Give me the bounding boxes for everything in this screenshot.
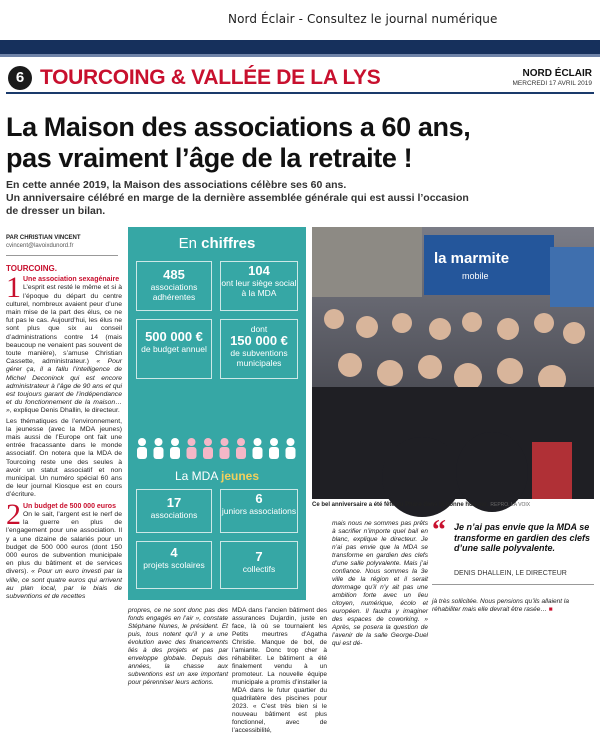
stat-number: 104 [248,263,270,278]
stat-label: projets scolaires [143,560,205,570]
stat-prefix: dont [250,324,268,334]
person-icon [154,438,164,459]
photo-caption [312,502,594,508]
section-2 [6,497,122,601]
event-photo[interactable] [312,227,594,499]
lede-line-2: Un anniversaire célébré en marge de la dernière assemblée générale qui est aussi l’occasion [6,192,469,204]
stat-number: 17 [166,495,182,510]
crowd-photo-illustration [312,227,594,499]
dateline-city: TOURCOING. [6,264,57,273]
person-icon [253,438,263,459]
person-icon-highlighted [236,438,246,459]
people-icons [134,437,300,459]
paragraph-3: On le sait, l’argent est le nerf de la guerre en plus de l’engagement pour une association. Il y a une dizaine de salariés pour un budget de 500 000 euros (dont 150 000 euros de subvention municipale en plus du bâtiment et de services divers). [6,510,122,576]
photo-credit: REPRO. LA VOIX [490,502,531,508]
column-5-body: jà très sollicitée. Nous pensions qu’ils allaient la réhabiliter mais elle devrait être rasée… [432,598,569,613]
headline-line-2: pas vraiment l’âge de la retraite ! [6,143,413,173]
jeunes-card-associations [136,489,212,533]
section-number-1: 1 [6,271,21,305]
section-title: TOURCOING & VALLÉE DE LA LYS [40,66,381,89]
stat-number: 4 [170,545,178,560]
lede-line-3: de dresser un bilan. [6,205,106,217]
stat-card-siege [220,261,298,311]
pull-quote-divider [432,584,594,585]
stat-label: associations [150,510,198,520]
article-column-1 [6,265,122,603]
page-number-badge: 6 [8,66,32,90]
person-icon-highlighted [220,438,230,459]
stat-number: 485 [163,267,185,282]
person-icon-highlighted [187,438,197,459]
newspaper-page [6,62,594,734]
jeunes-card-collectifs [220,541,298,589]
article-lede [6,179,486,218]
person-icon [286,438,296,459]
stat-number: 6 [255,491,263,506]
stat-label: de budget annuel [141,344,207,354]
column-2-text: propres, ce ne sont donc pas des fonds engagés en l’air », constate Stéphane Nunes, le président. Et puis, tous notent qu’il y a une évolution avec des financements liés à des projets et pas par enveloppe globale. Depuis des années, la chasse aux subventions est un axe important pour pérenniser leurs actions. [128,607,228,686]
jeunes-card-projets [136,541,212,589]
infobox-title [128,235,306,252]
intertitle-2: Un budget de 500 000 euros [23,502,116,510]
stat-number: 500 000 € [145,329,203,344]
infobox-title-bold: chiffres [201,235,256,252]
intertitle-1: Une association sexagénaire [23,276,120,284]
section-1 [6,271,122,415]
article-column-4 [332,520,428,648]
stat-card-associations [136,261,212,311]
article-headline [6,112,594,174]
browser-titlebar [0,0,600,40]
publication-date: MERCREDI 17 AVRIL 2019 [512,80,592,87]
stat-label: associations adhérentes [150,282,198,302]
stat-card-subventions [220,319,298,379]
stat-number: 7 [255,549,263,564]
quote-mark-icon: “ [432,515,446,546]
jeunes-card-juniors [220,489,298,533]
stat-label: collectifs [242,564,276,574]
headline-line-1: La Maison des associations a 60 ans, [6,112,471,142]
paragraph-2: Les thématiques de l’environnement, la jeunesse (avec la MDA jeunes) mais aussi de l’Europe ont fait une entrée fracassante dans le monde associatif. On notera que la MDA de Tourcoing reste une des seules à avoir un statut associatif et non municipal. Un numéro spécial 60 ans de leur journal Kiosque est en cours d’écriture. [6,417,122,499]
stat-label: de subventions municipales [230,348,288,368]
stat-label: juniors associations [221,506,297,516]
infobox-en-chiffres [128,227,306,600]
column-4-text: mais nous ne sommes pas prêts à sacrifier n’importe quel bail en blanc, explique le directeur. Je n’ai pas envie que la MDA se transforme en gardien des clefs d’une salle polyvalente. Mais j’ai confiance. Nous sommes la 3e ville de la région et il serait dommage qu’il n’y ait pas une ambition forte avec un lieu citoyen, numérique, écolo et européen. Il faudra y imaginer des espaces de coworking. » Après, se posera la question de l’avenir de la salle George-Duel qui est dé- [332,520,428,647]
person-icon [170,438,180,459]
caption-text: Ce bel anniversaire a été fêté au Phare dans la bonne humeur. [312,502,489,508]
paragraph-3-quote: « Pour un euro investi par la ville, ce sont quatre euros qui arrivent au plan local, par le biais de subventions et de recettes [6,568,122,600]
paragraph-1-quote: « Pour gérer ça, il a fallu l’intelligence de Michel Deconinck qui est encore administrateur à l’âge de 90 ans et qui est toujours garant de l’indépendance et du fonctionnement de la maison… » [6,358,122,415]
sign-text: la marmite [434,250,510,267]
paragraph-1: L’esprit est resté le même et si à l’époque du départ du centre culturel, nombreux avaient peur d’une main mise de la part des élus, ce ne fut pas le cas. Aujourd’hui, les élus ne sont plus que six au conseil d’administrations contre 14 (mais beaucoup ne venaient pas souvent de toute manière), s’amuse Christian Cassette, administrateur.) [6,284,122,366]
byline-divider [6,255,118,256]
infobox-title-prefix: En [178,235,197,252]
masthead [513,68,592,87]
end-mark: ■ [548,606,553,613]
stat-label: ont leur siège social à la MDA [221,278,297,298]
pull-quote-author: DENIS DHALLEIN, LE DIRECTEUR [454,570,567,577]
section-number-2: 2 [6,497,21,531]
column-3-text: MDA dans l’ancien bâtiment des assurances Dujardin, juste en face, là où se tournaient les Petits meurtres d’Agatha Christie. Manque de bol, de l’amiante. Donc trop cher à réhabiliter. Le bâtiment a été finalement vendu à un promoteur. La nouvelle équipe municipale a promis d’installer la MDA dans le futur quartier du quadrilatère des piscines pour 2023. « C’est très bien si le nouveau bâtiment est plus fonctionnel, avec de l’accessibilité, [232,607,327,734]
person-icon-highlighted [203,438,213,459]
jeunes-title-prefix: La MDA [174,469,218,483]
infobox-jeunes-title [128,469,306,483]
article-column-2 [128,607,228,687]
column-5-text [432,598,594,614]
sign-subtext: mobile [462,271,489,281]
page-header [6,62,594,94]
nav-band [0,40,600,54]
crowd-clothing-accent [532,442,572,499]
masthead-name: NORD ÉCLAIR [522,68,592,79]
byline-email[interactable]: cvincent@lavoixdunord.fr [6,243,74,249]
paragraph-1-end: , explique Denis Dhallin, le directeur. [9,407,120,415]
stat-card-budget [136,319,212,379]
byline-author: PAR CHRISTIAN VINCENT [6,235,81,241]
person-icon [269,438,279,459]
window-title: Nord Éclair - Consultez le journal numérique [228,12,498,26]
person-icon-group [137,438,296,459]
stat-number: 150 000 € [230,333,288,348]
lede-line-1: En cette année 2019, la Maison des associations célèbre ses 60 ans. [6,179,347,191]
person-icon [137,438,147,459]
article-column-3 [232,607,327,735]
pull-quote-text: Je n’ai pas envie que la MDA se transforme en gardien des clefs d’une salle polyvalente. [454,522,591,553]
jeunes-title-bold: jeunes [221,469,260,483]
byline [6,235,118,249]
